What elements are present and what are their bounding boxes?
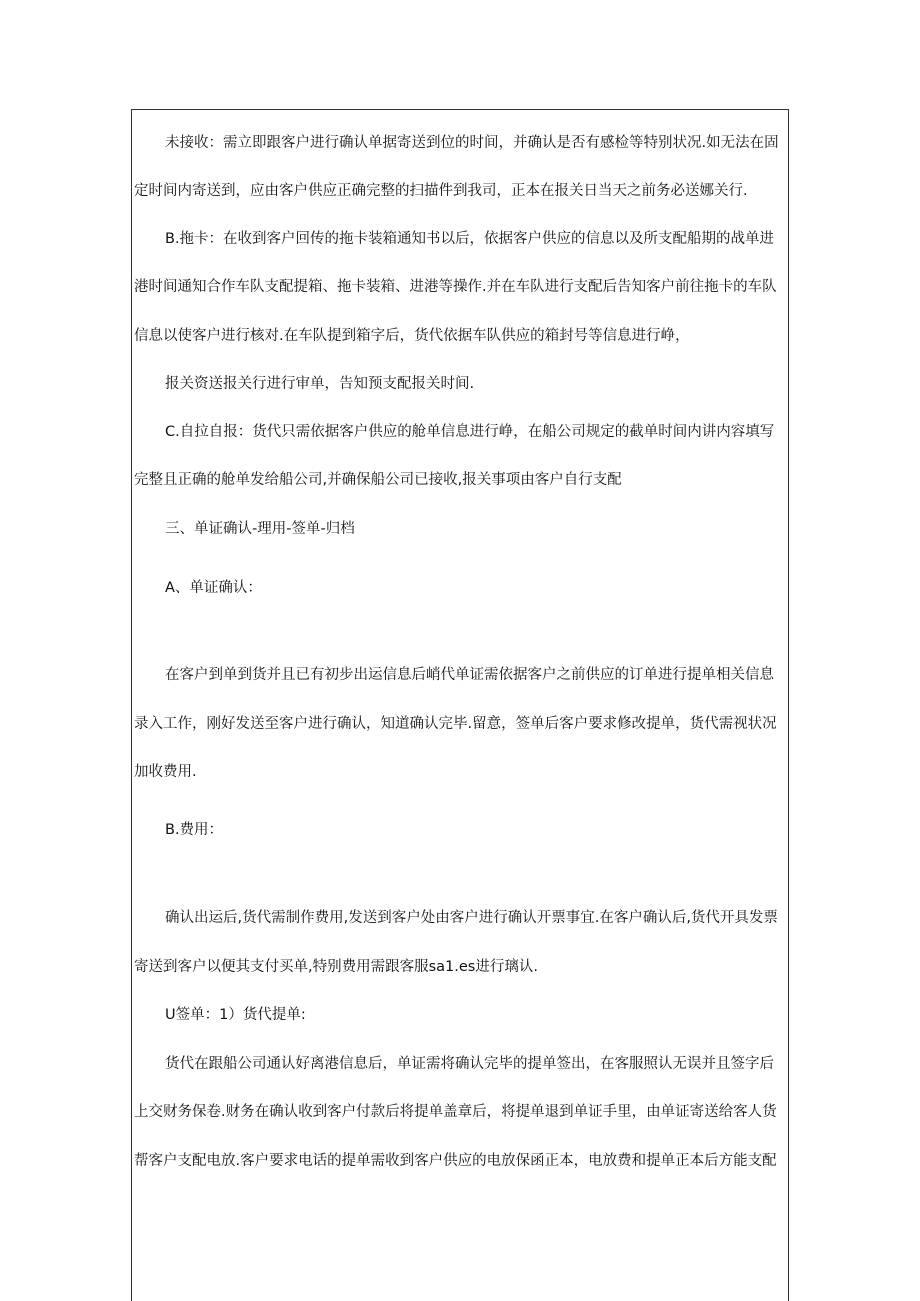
- paragraph-line: 寄送到客户以便其支付买单,特别费用需跟客服sa1.es进行璃认.: [134, 959, 538, 975]
- paragraph-line: 货代在跟船公司通认好离港信息后，单证需将确认完毕的提单签出，在客服照认无误并且签字后: [165, 1056, 774, 1072]
- paragraph-line: B.拖卡：在收到客户回传的拖卡装箱通知书以后，依据客户供应的信息以及所支配船期的战单进: [165, 231, 775, 247]
- section-heading: 三、单证确认-理用-签单-归档: [165, 521, 355, 537]
- paragraph-line: 在客户到单到货并且已有初步出运信息后峭代单证需依据客户之前供应的订单进行提单相关信息: [165, 667, 774, 683]
- paragraph-line: 录入工作，刚好发送至客户进行确认，知道确认完毕.留意，签单后客户要求修改提单，货代需视状况: [134, 716, 777, 732]
- paragraph-line: 未接收：需立即跟客户进行确认单据寄送到位的时间，并确认是否有感检等特别状况.如无法在固: [165, 135, 779, 151]
- paragraph-line: 完整且正确的舱单发给船公司,并确保船公司已接收,报关事项由客户自行支配: [134, 472, 622, 488]
- subsection-heading: B.费用：: [165, 822, 224, 838]
- subsection-heading: A、单证确认：: [165, 580, 262, 596]
- paragraph-line: 确认出运后,货代需制作费用,发送到客户处由客户进行确认开票事宜.在客户确认后,货代开具发票: [165, 910, 778, 926]
- paragraph-line: 上交财务保卷.财务在确认收到客户付款后将提单盖章后，将提单退到单证手里，由单证寄送给客人货: [134, 1104, 777, 1120]
- paragraph-line: 定时间内寄送到，应由客户供应正确完整的扫描件到我司，正本在报关日当天之前务必送娜关行.: [134, 183, 748, 199]
- paragraph-line: 报关资送报关行进行审单，告知预支配报关时间.: [165, 376, 475, 392]
- paragraph-line: 加收费用.: [134, 764, 197, 780]
- paragraph-line: C.自拉自报：货代只需依据客户供应的舱单信息进行峥，在船公司规定的截单时间内讲内容填写: [165, 424, 775, 440]
- paragraph-line: 信息以使客户进行核对.在车队提到箱字后，货代依据车队供应的箱封号等信息进行峥，: [134, 328, 690, 344]
- subsection-heading: U签单：1）货代提单:: [165, 1007, 306, 1023]
- paragraph-line: 帮客户支配电放.客户要求电话的提单需收到客户供应的电放保函正本，电放费和提单正本后方能支配: [134, 1153, 777, 1169]
- paragraph-line: 港时间通知合作车队支配提箱、拖卡装箱、进港等操作.并在车队进行支配后告知客户前往拖卡的车队: [134, 279, 777, 295]
